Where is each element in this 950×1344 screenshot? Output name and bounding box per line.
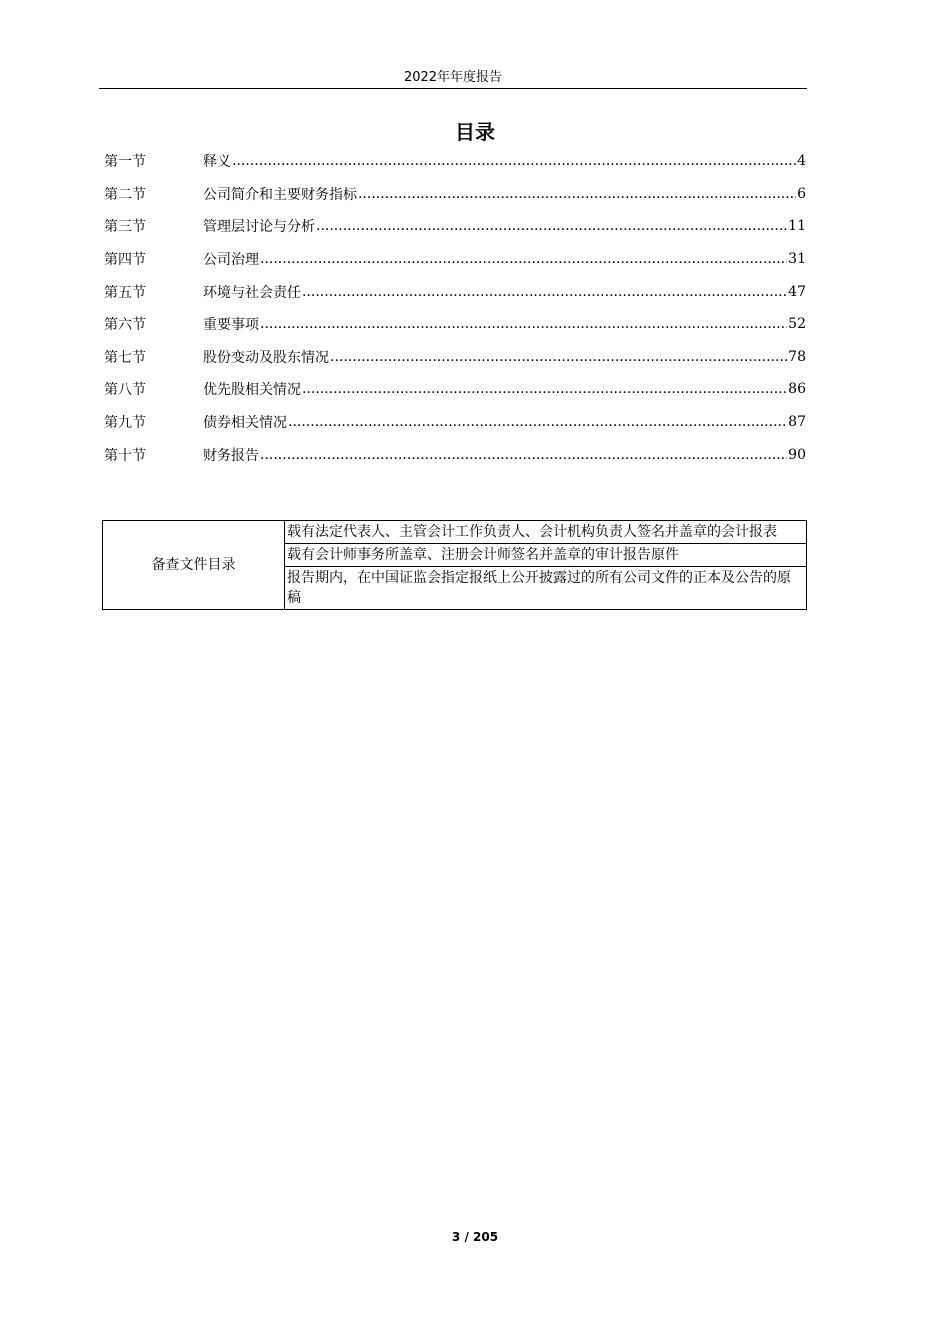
toc-row[interactable] xyxy=(104,243,806,276)
toc-page-number: 78 xyxy=(788,348,806,365)
page-header: 2022年年度报告 xyxy=(99,66,807,89)
toc-row[interactable] xyxy=(104,308,806,341)
toc-row[interactable] xyxy=(104,406,806,439)
toc-page-number: 4 xyxy=(797,153,806,170)
toc-leader-dots xyxy=(288,413,787,431)
toc-row[interactable] xyxy=(104,178,806,211)
page-number-indicator: 3 / 205 xyxy=(451,1230,499,1244)
toc-page-number: 90 xyxy=(788,446,806,463)
toc-page-number: 31 xyxy=(788,251,806,268)
toc-section-number: 第十节 xyxy=(104,447,146,464)
toc-leader-dots xyxy=(260,250,787,268)
toc-row[interactable] xyxy=(104,275,806,308)
toc-row[interactable] xyxy=(104,210,806,243)
toc-leader-dots xyxy=(358,185,796,203)
toc-section-name: 优先股相关情况 xyxy=(203,382,301,399)
toc-section-name: 债券相关情况 xyxy=(203,415,287,432)
toc-leader-dots xyxy=(302,380,787,398)
toc-page-number: 6 xyxy=(797,185,806,202)
toc-leader-dots xyxy=(260,446,787,464)
toc-leader-dots xyxy=(232,152,796,170)
toc-section-number: 第五节 xyxy=(104,284,146,301)
toc-section-name: 公司治理 xyxy=(203,252,259,269)
toc-page-number: 52 xyxy=(788,316,806,333)
toc-page-number: 47 xyxy=(788,283,806,300)
toc-section-number: 第一节 xyxy=(104,154,146,171)
toc-section-name: 管理层讨论与分析 xyxy=(203,219,315,236)
reference-documents-table xyxy=(102,520,807,610)
reference-document-item: 载有会计师事务所盖章、注册会计师签名并盖章的审计报告原件 xyxy=(285,544,807,567)
toc-leader-dots xyxy=(260,315,787,333)
toc-row[interactable] xyxy=(104,145,806,178)
toc-section-number: 第六节 xyxy=(104,317,146,334)
toc-section-number: 第九节 xyxy=(104,415,146,432)
toc-page-number: 87 xyxy=(788,414,806,431)
toc-section-number: 第四节 xyxy=(104,252,146,269)
toc-section-name: 环境与社会责任 xyxy=(203,284,301,301)
toc-row[interactable] xyxy=(104,438,806,471)
toc-leader-dots xyxy=(302,283,787,301)
toc-leader-dots xyxy=(316,217,787,235)
reference-document-item: 报告期内，在中国证监会指定报纸上公开披露过的所有公司文件的正本及公告的原稿 xyxy=(285,567,807,610)
toc-page-number: 86 xyxy=(788,381,806,398)
toc-row[interactable] xyxy=(104,341,806,374)
page-title: 目录 xyxy=(455,120,495,144)
toc-section-name: 释义 xyxy=(203,154,231,171)
toc-page-number: 11 xyxy=(788,218,806,235)
toc-section-number: 第八节 xyxy=(104,382,146,399)
table-row xyxy=(103,521,807,544)
reference-documents-label: 备查文件目录 xyxy=(103,521,285,610)
toc-section-number: 第三节 xyxy=(104,219,146,236)
toc-section-name: 财务报告 xyxy=(203,447,259,464)
toc-section-number: 第七节 xyxy=(104,349,146,366)
toc-section-name: 公司简介和主要财务指标 xyxy=(203,186,357,203)
toc-leader-dots xyxy=(330,348,787,366)
toc-row[interactable] xyxy=(104,373,806,406)
toc-section-name: 重要事项 xyxy=(203,317,259,334)
table-of-contents xyxy=(104,145,806,471)
toc-section-number: 第二节 xyxy=(104,186,146,203)
reference-document-item: 载有法定代表人、主管会计工作负责人、会计机构负责人签名并盖章的会计报表 xyxy=(285,521,807,544)
toc-section-name: 股份变动及股东情况 xyxy=(203,349,329,366)
